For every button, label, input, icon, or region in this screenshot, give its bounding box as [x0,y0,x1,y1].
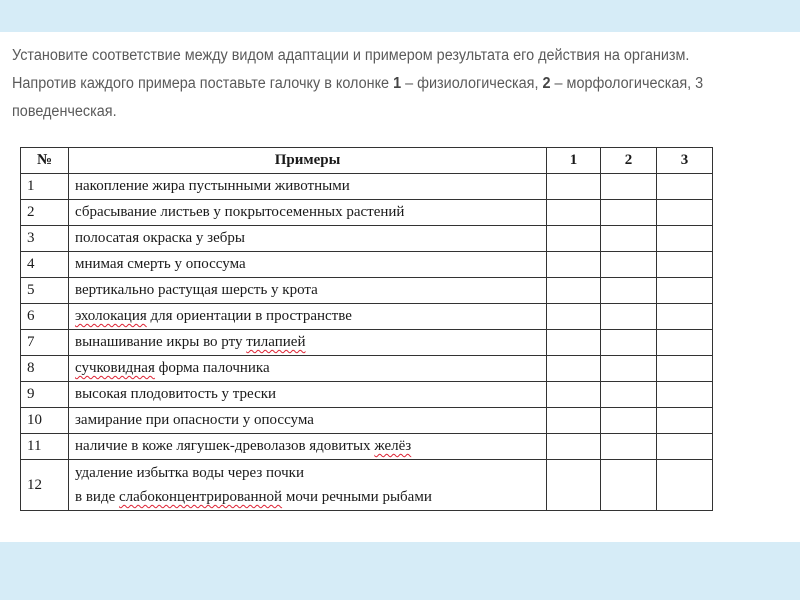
check-cell-col-1[interactable] [547,304,601,330]
check-cell-col-1[interactable] [547,460,601,511]
check-cell-col-2[interactable] [601,304,657,330]
example-cell [69,278,547,304]
row-number: 3 [21,226,69,252]
spellcheck-word: слабоконцентрированной [118,489,283,505]
check-cell-col-3[interactable] [657,252,713,278]
instruction-line-1: Установите соответствие между видом адаптации и примером результата его действия на организм. [12,47,690,64]
check-cell-col-2[interactable] [601,434,657,460]
example-text: вертикально растущая шерсть у крота [75,282,318,298]
example-text: форма палочника [154,360,270,376]
example-cell [69,174,547,200]
spellcheck-word: эхолокация [75,308,147,324]
check-cell-col-3[interactable] [657,200,713,226]
table-row [21,408,713,434]
row-number: 12 [21,460,69,511]
example-text: полосатая окраска у зебры [75,230,245,246]
example-cell [69,304,547,330]
check-cell-col-3[interactable] [657,434,713,460]
check-cell-col-3[interactable] [657,460,713,511]
table-row [21,304,713,330]
check-cell-col-1[interactable] [547,330,601,356]
matching-table [20,147,713,511]
example-cell [69,460,547,511]
header-col-1: 1 [547,148,601,174]
table-row [21,382,713,408]
check-cell-col-2[interactable] [601,408,657,434]
header-examples: Примеры [69,148,547,174]
example-text: замирание при опасности у опоссума [75,412,314,428]
check-cell-col-2[interactable] [601,252,657,278]
check-cell-col-1[interactable] [547,174,601,200]
check-cell-col-2[interactable] [601,382,657,408]
example-text: вынашивание икры во рту [75,334,247,350]
table-row [21,460,713,511]
example-text-line-2 [75,485,540,509]
check-cell-col-1[interactable] [547,356,601,382]
check-cell-col-3[interactable] [657,226,713,252]
example-text: сбрасывание листьев у покрытосеменных растений [75,204,405,220]
check-cell-col-3[interactable] [657,304,713,330]
check-cell-col-2[interactable] [601,200,657,226]
table-header-row [21,148,713,174]
check-cell-col-1[interactable] [547,382,601,408]
example-text: мочи речными рыбами [282,489,432,505]
example-text: высокая плодовитость у трески [75,386,277,402]
check-cell-col-1[interactable] [547,408,601,434]
instruction-text: – морфологическая, 3 [550,75,704,92]
header-col-2: 2 [601,148,657,174]
check-cell-col-1[interactable] [547,434,601,460]
instruction-line-3: поведенческая. [12,103,117,120]
table-row [21,434,713,460]
check-cell-col-2[interactable] [601,356,657,382]
check-cell-col-3[interactable] [657,330,713,356]
example-cell [69,434,547,460]
row-number: 10 [21,408,69,434]
spellcheck-word: желёз [374,438,412,454]
check-cell-col-3[interactable] [657,356,713,382]
header-number: № [21,148,69,174]
check-cell-col-2[interactable] [601,174,657,200]
instruction-line-2 [12,70,784,98]
example-cell [69,356,547,382]
check-cell-col-1[interactable] [547,278,601,304]
check-cell-col-2[interactable] [601,278,657,304]
example-text: мнимая смерть у опоссума [75,256,246,272]
row-number: 6 [21,304,69,330]
table-row [21,356,713,382]
check-cell-col-3[interactable] [657,278,713,304]
example-cell [69,252,547,278]
example-text: для ориентации в пространстве [146,308,352,324]
table-row [21,200,713,226]
column-2-number: 2 [542,75,551,92]
check-cell-col-2[interactable] [601,460,657,511]
row-number: 4 [21,252,69,278]
row-number: 5 [21,278,69,304]
check-cell-col-2[interactable] [601,330,657,356]
row-number: 7 [21,330,69,356]
row-number: 11 [21,434,69,460]
instruction-text: Напротив каждого примера поставьте галочку в колонке [12,75,394,92]
spellcheck-word: тилапией [246,334,306,350]
check-cell-col-3[interactable] [657,174,713,200]
check-cell-col-2[interactable] [601,226,657,252]
example-text-line-1: удаление избытка воды через почки [75,465,304,481]
check-cell-col-1[interactable] [547,200,601,226]
instruction-text: – физиологическая, [401,75,543,92]
row-number: 8 [21,356,69,382]
check-cell-col-1[interactable] [547,226,601,252]
header-col-3: 3 [657,148,713,174]
check-cell-col-3[interactable] [657,382,713,408]
example-cell [69,226,547,252]
spellcheck-word: сучковидная [75,360,155,376]
example-text: накопление жира пустынными животными [75,178,350,194]
example-cell [69,408,547,434]
table-row [21,252,713,278]
example-text: в виде [75,489,119,505]
column-1-number: 1 [393,75,402,92]
check-cell-col-3[interactable] [657,408,713,434]
table-row [21,330,713,356]
check-cell-col-1[interactable] [547,252,601,278]
example-text: наличие в коже лягушек-древолазов ядовитых [75,438,375,454]
example-cell [69,330,547,356]
example-cell [69,200,547,226]
row-number: 1 [21,174,69,200]
table-row [21,226,713,252]
example-cell [69,382,547,408]
slide [0,32,800,542]
task-instructions [12,42,784,126]
table-row [21,278,713,304]
row-number: 2 [21,200,69,226]
table-row [21,174,713,200]
row-number: 9 [21,382,69,408]
